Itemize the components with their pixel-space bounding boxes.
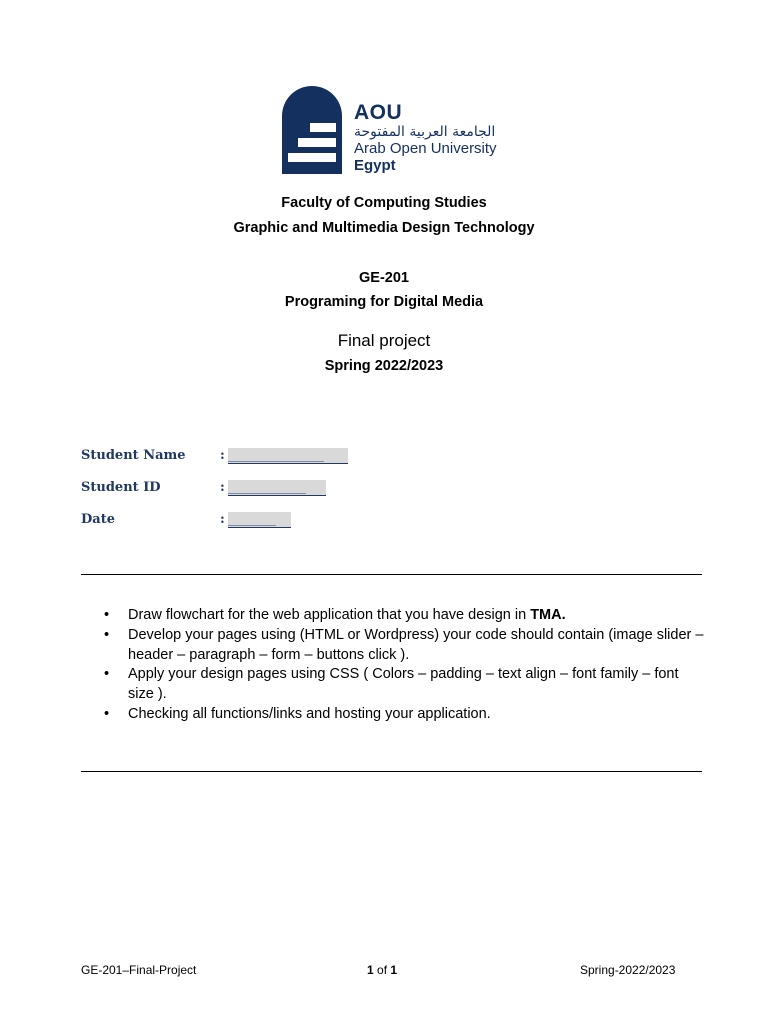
task-list bbox=[104, 606, 704, 725]
student-id-colon: : bbox=[220, 480, 225, 495]
term-label: Spring 2022/2023 bbox=[324, 358, 444, 374]
page-current: 1 bbox=[367, 963, 374, 977]
date-label: Date bbox=[81, 512, 115, 527]
course-title: Programing for Digital Media bbox=[284, 294, 484, 310]
bullet-icon: • bbox=[104, 607, 110, 623]
aou-logo-mark-icon bbox=[282, 86, 344, 174]
bullet-icon: • bbox=[104, 705, 110, 722]
course-code: GE-201 bbox=[359, 270, 409, 286]
logo-country: Egypt bbox=[354, 157, 396, 174]
task-text: Develop your pages using (HTML or Wordpress) your code should contain (image slider – header – paragraph – form – buttons click ). bbox=[128, 626, 704, 663]
logo-arabic-name: الجامعة العربية المفتوحة bbox=[354, 124, 496, 140]
student-name-field[interactable]: ________________ bbox=[228, 448, 348, 464]
aou-logo bbox=[282, 86, 512, 178]
footer-term: Spring-2022/2023 bbox=[580, 963, 676, 977]
student-name-colon: : bbox=[220, 448, 225, 463]
program-heading: Graphic and Multimedia Design Technology bbox=[233, 220, 535, 236]
student-id-field[interactable]: _____________ bbox=[228, 480, 326, 496]
student-name-label: Student Name bbox=[81, 448, 186, 463]
list-item bbox=[104, 705, 704, 725]
faculty-heading: Faculty of Computing Studies bbox=[281, 195, 487, 211]
task-text: Checking all functions/links and hosting your application. bbox=[128, 705, 491, 722]
page-of: of bbox=[377, 963, 388, 977]
aou-logo-wordmark bbox=[354, 102, 497, 174]
bullet-icon: • bbox=[104, 626, 110, 643]
page-total: 1 bbox=[390, 963, 398, 977]
assessment-title: Final project bbox=[337, 331, 431, 350]
task-text: Apply your design pages using CSS ( Colors – padding – text align – font family – font size ). bbox=[128, 666, 679, 703]
bullet-icon: • bbox=[104, 666, 110, 683]
logo-english-name: Arab Open University bbox=[354, 140, 497, 157]
list-item bbox=[104, 626, 704, 666]
date-colon: : bbox=[220, 512, 225, 527]
list-item bbox=[104, 606, 704, 626]
task-emphasis: TMA. bbox=[530, 607, 566, 623]
task-text: Draw flowchart for the web application that you have design in bbox=[128, 607, 531, 623]
list-item bbox=[104, 665, 704, 705]
top-divider bbox=[81, 574, 702, 575]
bottom-divider bbox=[81, 771, 702, 772]
logo-abbreviation: AOU bbox=[354, 101, 403, 124]
student-id-label: Student ID bbox=[81, 480, 161, 495]
footer-course: GE-201–Final-Project bbox=[81, 963, 197, 977]
date-field[interactable]: ________ bbox=[228, 512, 291, 528]
footer-page-number bbox=[367, 963, 397, 977]
